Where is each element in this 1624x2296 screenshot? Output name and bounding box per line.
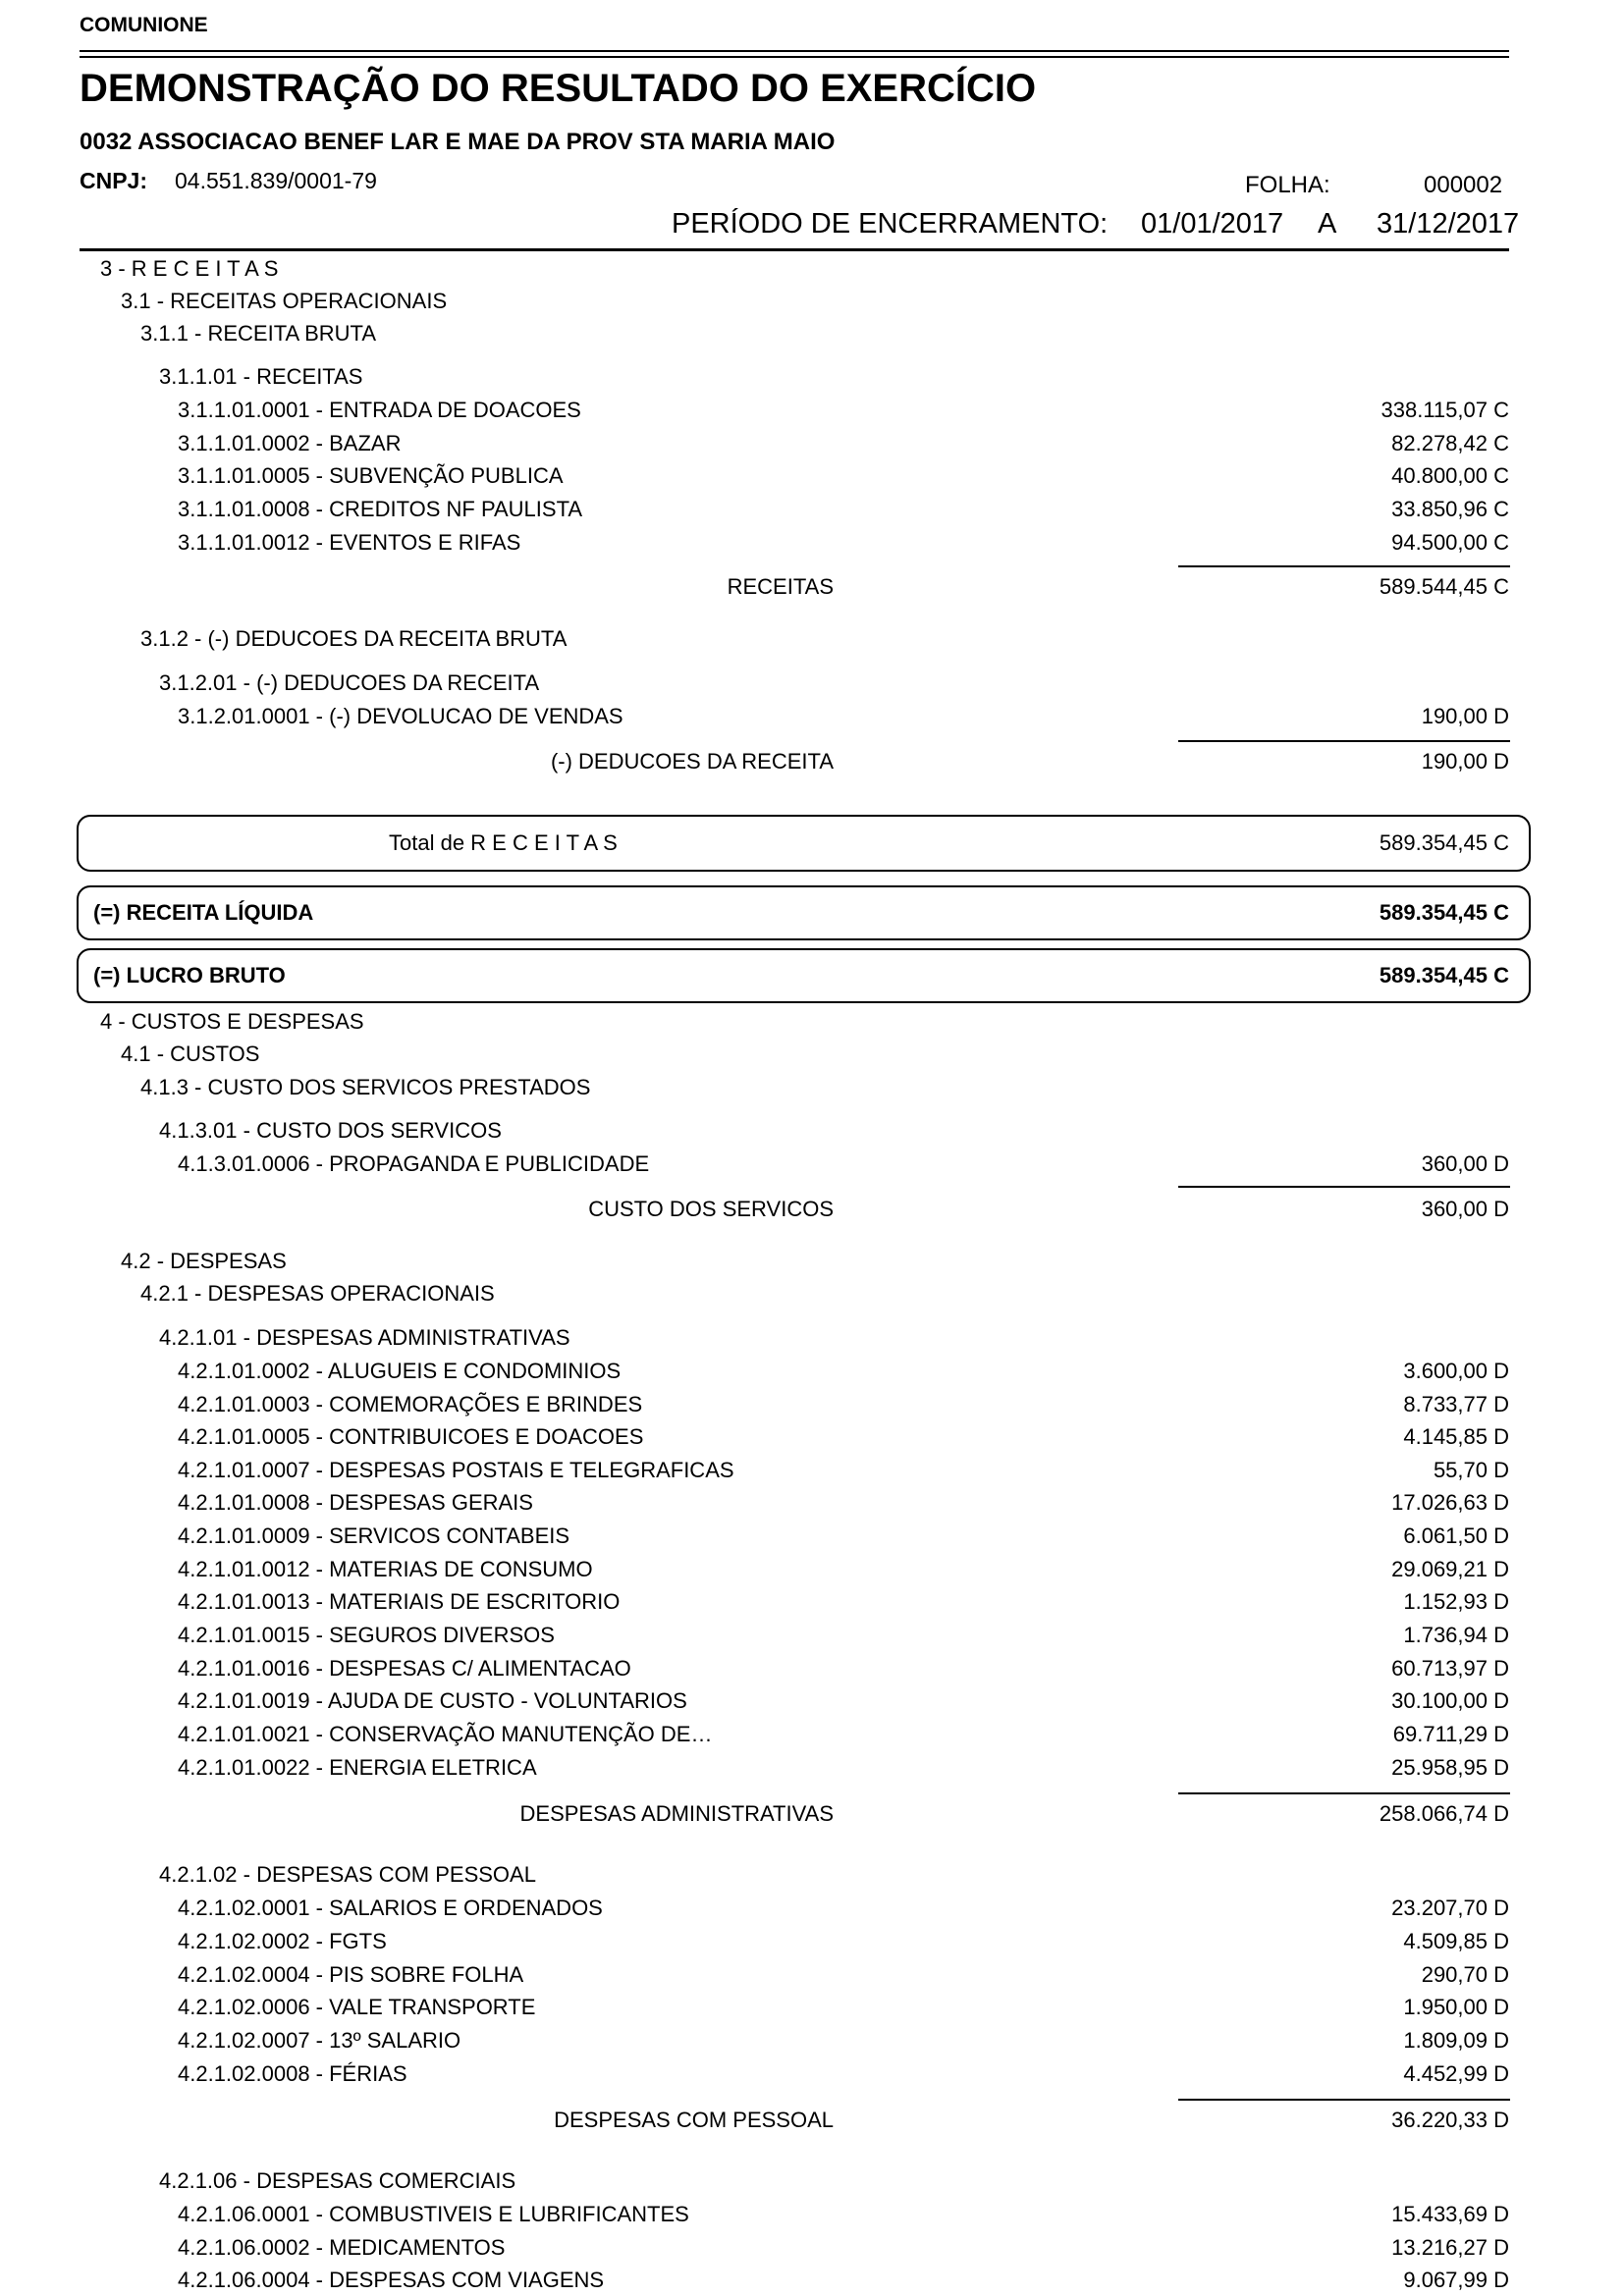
account-label: 3.1.1.01.0002 - BAZAR — [178, 431, 402, 455]
account-value: 1.736,94 D — [1403, 1623, 1509, 1647]
group-label: 3.1 - RECEITAS OPERACIONAIS — [121, 289, 448, 313]
group-label: 3.1.1 - RECEITA BRUTA — [140, 321, 377, 346]
periodo-end: 31/12/2017 — [1377, 208, 1520, 240]
receita-liquida-value: 589.354,45 C — [1379, 900, 1509, 925]
subtotal-label: DESPESAS COM PESSOAL — [554, 2108, 834, 2132]
account-value: 55,70 D — [1433, 1458, 1509, 1482]
entity-name: 0032 ASSOCIACAO BENEF LAR E MAE DA PROV STA MARIA MAIO — [80, 129, 836, 155]
subtotal-value: 258.066,74 D — [1379, 1801, 1509, 1826]
receita-liquida-label: (=) RECEITA LÍQUIDA — [93, 900, 314, 925]
subtotal-rule — [1178, 740, 1510, 742]
account-value: 3.600,00 D — [1403, 1359, 1509, 1383]
subtotal-value: 190,00 D — [1421, 749, 1509, 774]
group-label: 4.1.3 - CUSTO DOS SERVICOS PRESTADOS — [140, 1075, 591, 1099]
subtotal-label: (-) DEDUCOES DA RECEITA — [550, 749, 834, 774]
account-label: 4.2.1.01.0012 - MATERIAS DE CONSUMO — [178, 1557, 593, 1581]
account-label: 4.2.1.01.0005 - CONTRIBUICOES E DOACOES — [178, 1424, 644, 1449]
subtotal-rule — [1178, 2099, 1510, 2101]
account-value: 190,00 D — [1421, 704, 1509, 728]
account-value: 94.500,00 C — [1391, 530, 1509, 555]
folha-value: 000002 — [1424, 172, 1503, 198]
total-receitas-value: 589.354,45 C — [1379, 830, 1509, 855]
account-label: 4.2.1.01.0002 - ALUGUEIS E CONDOMINIOS — [178, 1359, 622, 1383]
account-label: 4.2.1.02.0007 - 13º SALARIO — [178, 2028, 461, 2053]
group-label: 4.2.1.02 - DESPESAS COM PESSOAL — [159, 1862, 536, 1887]
account-value: 13.216,27 D — [1391, 2235, 1509, 2260]
subtotal-rule — [1178, 565, 1510, 567]
group-label: 4.2.1 - DESPESAS OPERACIONAIS — [140, 1281, 495, 1306]
account-value: 8.733,77 D — [1403, 1392, 1509, 1416]
account-value: 17.026,63 D — [1391, 1490, 1509, 1515]
account-label: 4.2.1.06.0001 - COMBUSTIVEIS E LUBRIFICANTES — [178, 2202, 689, 2226]
account-label: 3.1.1.01.0001 - ENTRADA DE DOACOES — [178, 398, 581, 422]
account-label: 3.1.1.01.0008 - CREDITOS NF PAULISTA — [178, 497, 583, 521]
account-label: 4.2.1.01.0019 - AJUDA DE CUSTO - VOLUNTARIOS — [178, 1688, 687, 1713]
total-receitas-box — [77, 815, 1531, 872]
total-receitas-label: Total de R E C E I T A S — [389, 830, 618, 855]
account-value: 4.452,99 D — [1403, 2061, 1509, 2086]
periodo-label: PERÍODO DE ENCERRAMENTO: — [672, 208, 1109, 240]
account-label: 4.2.1.06.0002 - MEDICAMENTOS — [178, 2235, 506, 2260]
subtotal-label: RECEITAS — [727, 574, 834, 599]
account-label: 4.2.1.01.0022 - ENERGIA ELETRICA — [178, 1755, 537, 1780]
group-label: 3.1.1.01 - RECEITAS — [159, 364, 363, 389]
header-rule-bottom — [80, 248, 1509, 251]
account-value: 1.950,00 D — [1403, 1995, 1509, 2019]
account-value: 360,00 D — [1421, 1151, 1509, 1176]
subtotal-value: 589.544,45 C — [1379, 574, 1509, 599]
account-value: 4.509,85 D — [1403, 1929, 1509, 1953]
account-value: 30.100,00 D — [1391, 1688, 1509, 1713]
account-label: 4.2.1.06.0004 - DESPESAS COM VIAGENS — [178, 2268, 605, 2292]
folha-label: FOLHA: — [1245, 172, 1330, 198]
header-rule-top — [80, 50, 1509, 52]
account-value: 290,70 D — [1421, 1962, 1509, 1987]
account-value: 60.713,97 D — [1391, 1656, 1509, 1681]
group-label: 4.2.1.01 - DESPESAS ADMINISTRATIVAS — [159, 1325, 570, 1350]
subtotal-value: 36.220,33 D — [1391, 2108, 1509, 2132]
account-label: 4.2.1.02.0006 - VALE TRANSPORTE — [178, 1995, 536, 2019]
account-label: 4.2.1.02.0008 - FÉRIAS — [178, 2061, 407, 2086]
group-label: 4.1 - CUSTOS — [121, 1041, 260, 1066]
subtotal-rule — [1178, 1792, 1510, 1794]
header-rule-top-2 — [80, 56, 1509, 58]
group-label: 3.1.2 - (-) DEDUCOES DA RECEITA BRUTA — [140, 626, 568, 651]
document-title: DEMONSTRAÇÃO DO RESULTADO DO EXERCÍCIO — [80, 67, 1037, 110]
lucro-bruto-label: (=) LUCRO BRUTO — [93, 963, 286, 988]
group-label: 4 - CUSTOS E DESPESAS — [100, 1009, 364, 1034]
account-label: 4.2.1.02.0001 - SALARIOS E ORDENADOS — [178, 1896, 603, 1920]
group-label: 4.1.3.01 - CUSTO DOS SERVICOS — [159, 1118, 502, 1143]
account-value: 9.067,99 D — [1403, 2268, 1509, 2292]
account-label: 4.2.1.01.0015 - SEGUROS DIVERSOS — [178, 1623, 555, 1647]
subtotal-label: CUSTO DOS SERVICOS — [588, 1197, 834, 1221]
account-value: 40.800,00 C — [1391, 463, 1509, 488]
account-value: 23.207,70 D — [1391, 1896, 1509, 1920]
account-value: 69.711,29 D — [1392, 1722, 1509, 1746]
account-value: 338.115,07 C — [1380, 398, 1509, 422]
group-label: 4.2.1.06 - DESPESAS COMERCIAIS — [159, 2168, 516, 2193]
account-label: 4.2.1.01.0008 - DESPESAS GERAIS — [178, 1490, 533, 1515]
account-label: 4.2.1.01.0009 - SERVICOS CONTABEIS — [178, 1523, 570, 1548]
subtotal-value: 360,00 D — [1421, 1197, 1509, 1221]
account-label: 4.2.1.01.0016 - DESPESAS C/ ALIMENTACAO — [178, 1656, 631, 1681]
account-value: 25.958,95 D — [1391, 1755, 1509, 1780]
account-label: 4.2.1.02.0004 - PIS SOBRE FOLHA — [178, 1962, 524, 1987]
account-label: 4.2.1.01.0013 - MATERIAIS DE ESCRITORIO — [178, 1589, 621, 1614]
account-value: 6.061,50 D — [1403, 1523, 1509, 1548]
lucro-bruto-value: 589.354,45 C — [1379, 963, 1509, 988]
account-value: 1.809,09 D — [1403, 2028, 1509, 2053]
account-value: 29.069,21 D — [1391, 1557, 1509, 1581]
company-name: COMUNIONE — [80, 14, 208, 36]
account-label: 3.1.1.01.0005 - SUBVENÇÃO PUBLICA — [178, 463, 564, 488]
account-label: 3.1.2.01.0001 - (-) DEVOLUCAO DE VENDAS — [178, 704, 623, 728]
account-value: 15.433,69 D — [1391, 2202, 1509, 2226]
account-label: 4.2.1.01.0003 - COMEMORAÇÕES E BRINDES — [178, 1392, 643, 1416]
account-label: 4.2.1.02.0002 - FGTS — [178, 1929, 387, 1953]
account-value: 82.278,42 C — [1391, 431, 1509, 455]
account-label: 3.1.1.01.0012 - EVENTOS E RIFAS — [178, 530, 521, 555]
subtotal-rule — [1178, 1186, 1510, 1188]
periodo-separator: A — [1318, 208, 1337, 240]
cnpj-label: CNPJ: — [80, 168, 148, 193]
group-label: 3.1.2.01 - (-) DEDUCOES DA RECEITA — [159, 670, 540, 695]
account-label: 4.2.1.01.0021 - CONSERVAÇÃO MANUTENÇÃO DE… — [178, 1722, 713, 1746]
group-label: 3 - R E C E I T A S — [100, 256, 279, 281]
group-label: 4.2 - DESPESAS — [121, 1249, 287, 1273]
account-value: 4.145,85 D — [1403, 1424, 1509, 1449]
account-label: 4.2.1.01.0007 - DESPESAS POSTAIS E TELEGRAFICAS — [178, 1458, 734, 1482]
cnpj-value: 04.551.839/0001-79 — [175, 168, 377, 193]
periodo-start: 01/01/2017 — [1141, 208, 1284, 240]
account-value: 1.152,93 D — [1403, 1589, 1509, 1614]
subtotal-label: DESPESAS ADMINISTRATIVAS — [519, 1801, 834, 1826]
account-value: 33.850,96 C — [1391, 497, 1509, 521]
account-label: 4.1.3.01.0006 - PROPAGANDA E PUBLICIDADE — [178, 1151, 650, 1176]
lucro-bruto-box — [77, 948, 1531, 1003]
